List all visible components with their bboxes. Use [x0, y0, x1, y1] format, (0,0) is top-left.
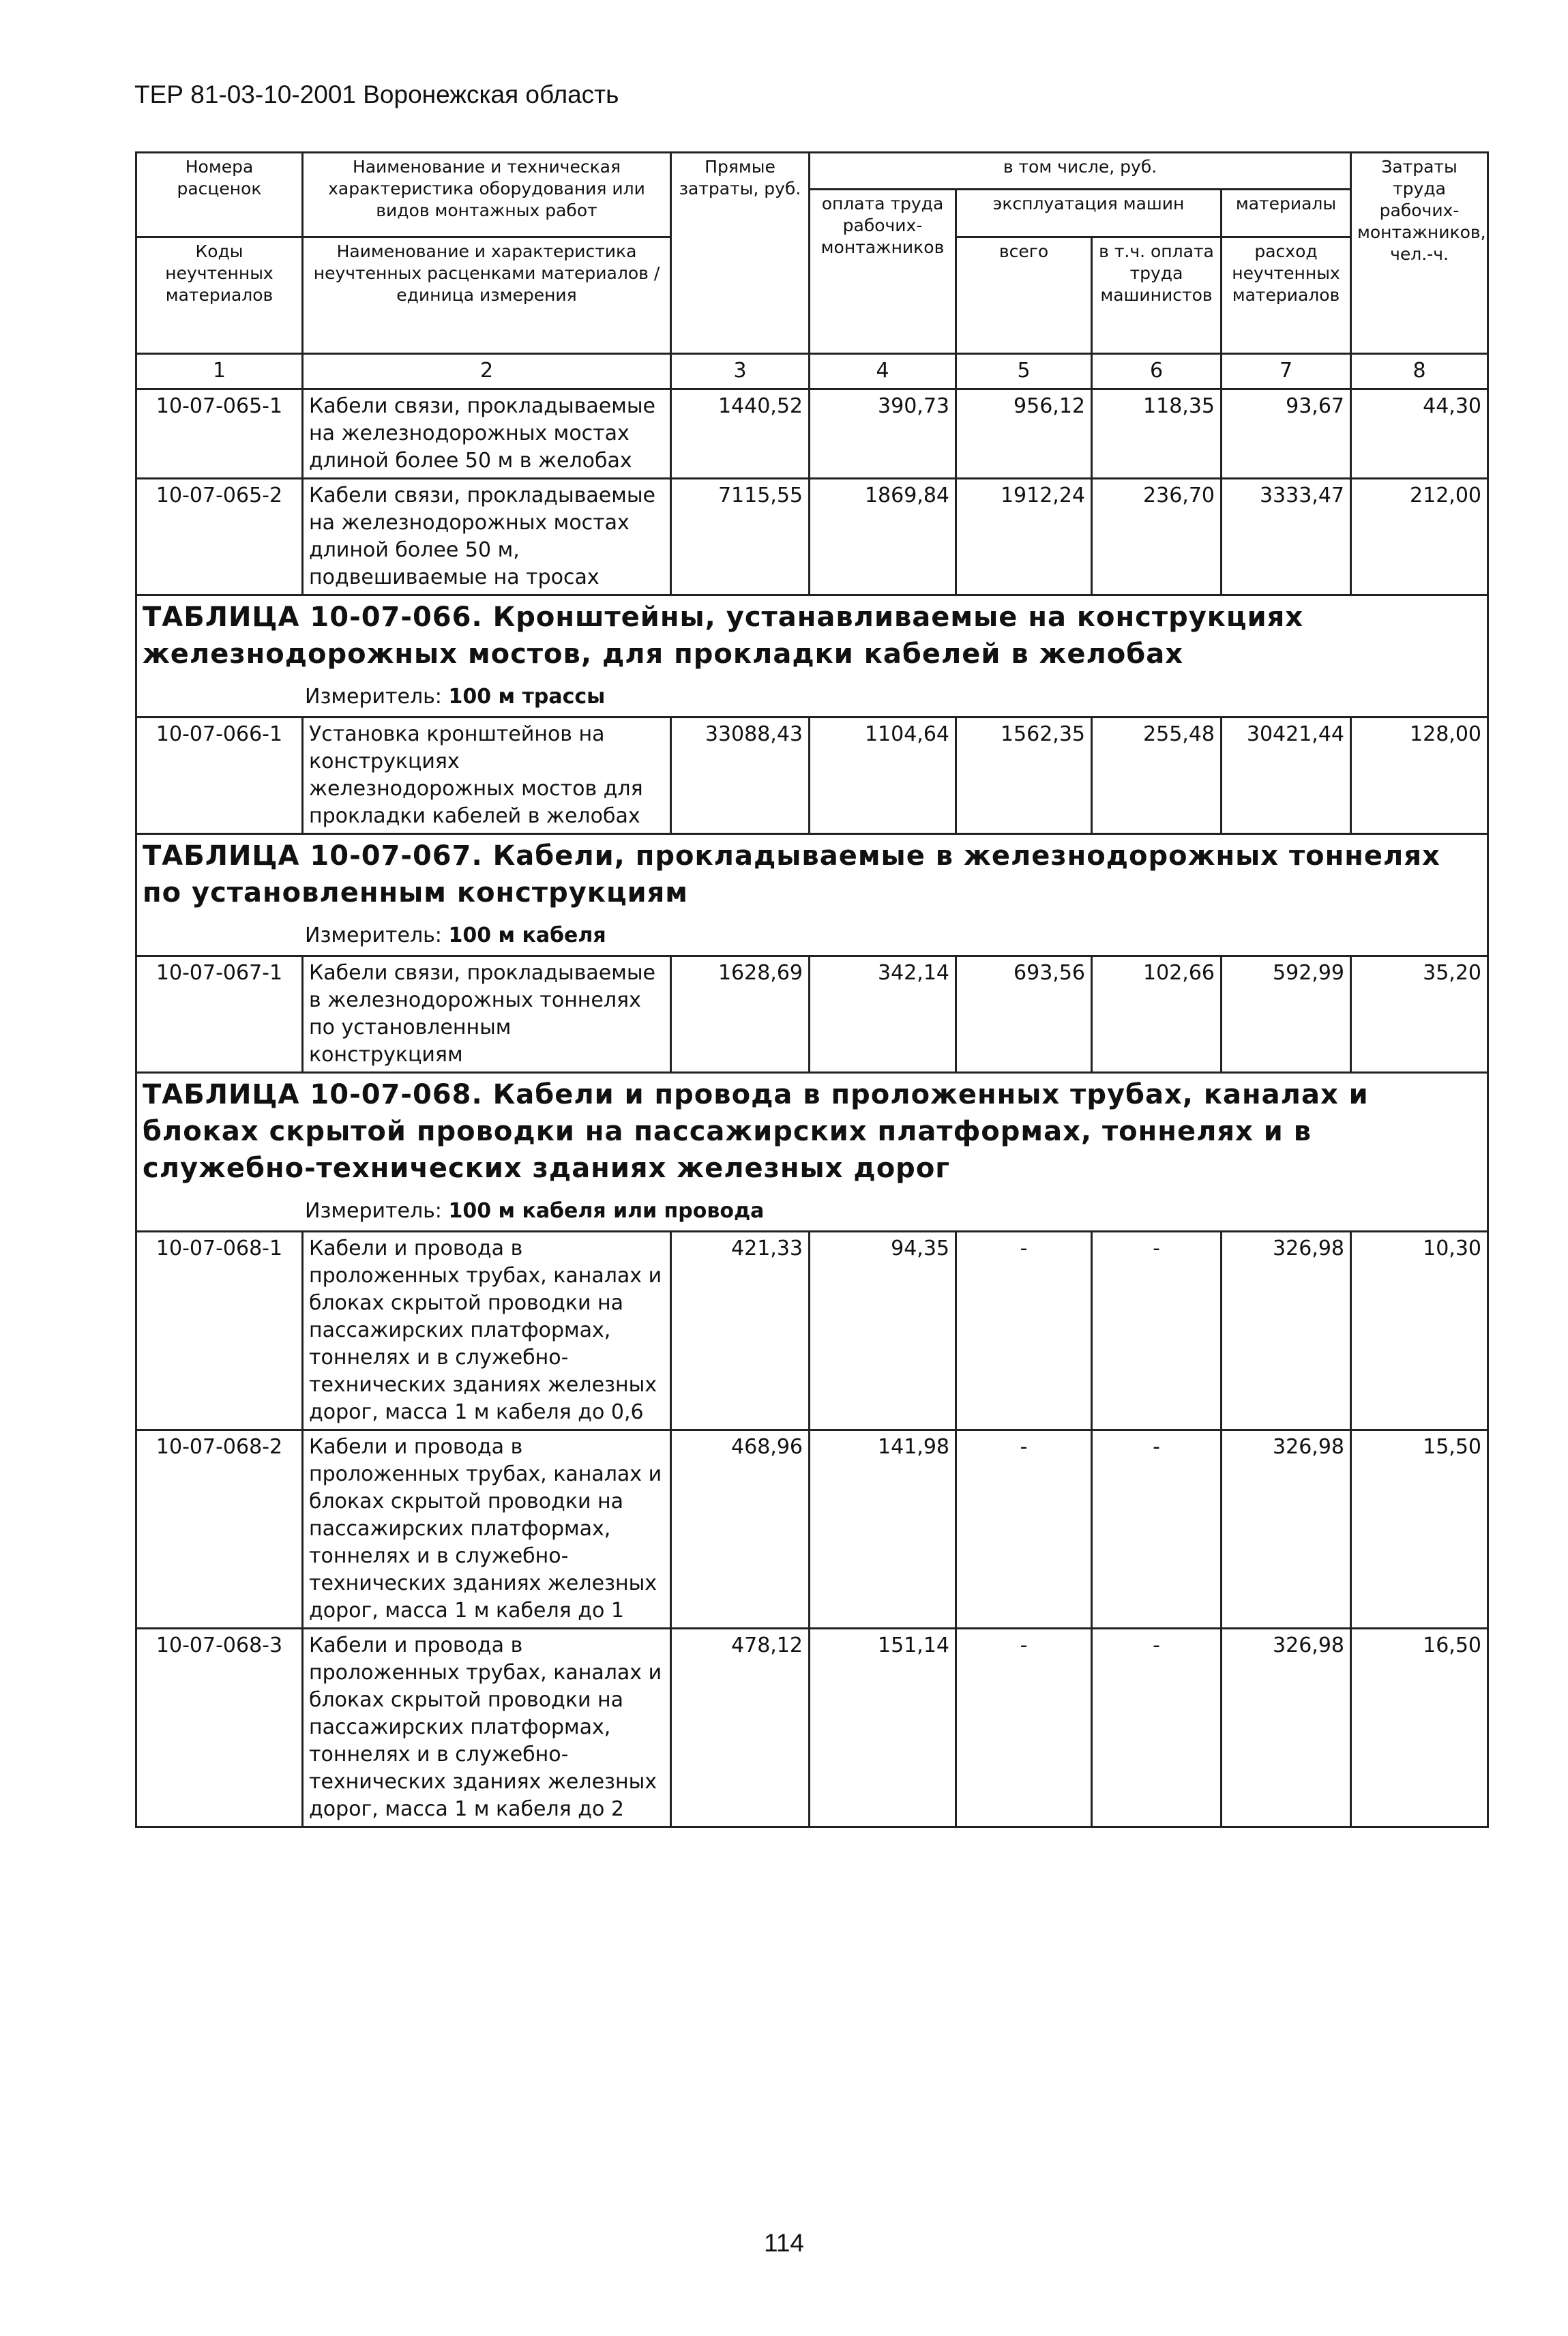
materials-consumption: 30421,44	[1222, 718, 1351, 834]
table-row	[136, 1232, 1488, 1430]
machines-total: 1912,24	[956, 479, 1092, 595]
machinists-pay: 102,66	[1092, 956, 1222, 1073]
rate-code: 10-07-066-1	[136, 718, 303, 834]
labor-pay: 342,14	[810, 956, 956, 1073]
labor-hours: 15,50	[1351, 1430, 1488, 1629]
section-title: ТАБЛИЦА 10-07-067. Кабели, прокладываемые в железнодорожных тоннелях по установленным конструкциям	[143, 840, 1440, 908]
machinists-pay: -	[1092, 1232, 1222, 1430]
section-caption-row	[136, 595, 1488, 718]
table-row	[136, 718, 1488, 834]
unit-value: 100 м кабеля	[448, 923, 606, 947]
section-unit	[143, 1187, 1481, 1228]
labor-hours: 212,00	[1351, 479, 1488, 595]
section-caption	[136, 834, 1488, 956]
materials-consumption: 326,98	[1222, 1232, 1351, 1430]
col-header-unaccounted-codes: Коды неучтенных материалов	[136, 237, 303, 354]
document-header: ТЕР 81-03-10-2001 Воронежская область	[134, 80, 619, 108]
col-header-machines-total: всего	[956, 237, 1092, 354]
direct-costs: 7115,55	[671, 479, 810, 595]
materials-consumption: 326,98	[1222, 1430, 1351, 1629]
rate-description: Кабели и провода в проложенных трубах, каналах и блоках скрытой проводки на пассажирских платформах, тоннелях и в служебно-технических зданиях железных дорог, масса 1 м кабеля до 2	[303, 1629, 671, 1827]
labor-pay: 1104,64	[810, 718, 956, 834]
labor-hours: 128,00	[1351, 718, 1488, 834]
table-row	[136, 956, 1488, 1073]
col-number: 3	[671, 354, 810, 389]
section-title: ТАБЛИЦА 10-07-066. Кронштейны, устанавливаемые на конструкциях железнодорожных мостов, для прокладки кабелей в желобах	[143, 602, 1304, 670]
direct-costs: 478,12	[671, 1629, 810, 1827]
col-header-machines: эксплуатация машин	[956, 190, 1222, 237]
machines-total: -	[956, 1629, 1092, 1827]
direct-costs: 33088,43	[671, 718, 810, 834]
unit-value: 100 м кабеля или провода	[448, 1199, 765, 1223]
rate-code: 10-07-068-3	[136, 1629, 303, 1827]
col-number: 2	[303, 354, 671, 389]
materials-consumption: 592,99	[1222, 956, 1351, 1073]
section-caption-row	[136, 834, 1488, 956]
col-number: 4	[810, 354, 956, 389]
rate-code: 10-07-068-1	[136, 1232, 303, 1430]
rate-code: 10-07-068-2	[136, 1430, 303, 1629]
page-number: 114	[764, 2229, 804, 2257]
labor-hours: 16,50	[1351, 1629, 1488, 1827]
col-header-materials: материалы	[1222, 190, 1351, 237]
table-row	[136, 479, 1488, 595]
rate-code: 10-07-065-2	[136, 479, 303, 595]
col-number: 1	[136, 354, 303, 389]
unit-value: 100 м трассы	[448, 685, 606, 709]
materials-consumption: 3333,47	[1222, 479, 1351, 595]
machinists-pay: 236,70	[1092, 479, 1222, 595]
rate-description: Кабели и провода в проложенных трубах, каналах и блоках скрытой проводки на пассажирских платформах, тоннелях и в служебно-технических зданиях железных дорог, масса 1 м кабеля до 0,6	[303, 1232, 671, 1430]
machinists-pay: 118,35	[1092, 389, 1222, 479]
table-row	[136, 1430, 1488, 1629]
table-row	[136, 1629, 1488, 1827]
unit-label: Измеритель:	[305, 685, 442, 709]
machinists-pay: -	[1092, 1629, 1222, 1827]
materials-consumption: 326,98	[1222, 1629, 1351, 1827]
col-header-unaccounted-name: Наименование и характеристика неучтенных расценками материалов / единица измерения	[303, 237, 671, 354]
machines-total: 693,56	[956, 956, 1092, 1073]
rate-code: 10-07-067-1	[136, 956, 303, 1073]
col-number: 7	[1222, 354, 1351, 389]
labor-hours: 44,30	[1351, 389, 1488, 479]
machinists-pay: -	[1092, 1430, 1222, 1629]
col-number: 6	[1092, 354, 1222, 389]
col-header-codes: Номера расценок	[136, 153, 303, 237]
direct-costs: 1628,69	[671, 956, 810, 1073]
section-caption	[136, 595, 1488, 718]
col-header-machinists-pay: в т.ч. оплата труда машинистов	[1092, 237, 1222, 354]
col-header-including: в том числе, руб.	[810, 153, 1351, 190]
col-number: 5	[956, 354, 1092, 389]
direct-costs: 421,33	[671, 1232, 810, 1430]
col-header-direct: Прямые затраты, руб.	[671, 153, 810, 354]
unit-label: Измеритель:	[305, 1199, 442, 1223]
machines-total: -	[956, 1430, 1092, 1629]
materials-consumption: 93,67	[1222, 389, 1351, 479]
unit-label: Измеритель:	[305, 923, 442, 947]
rate-description: Установка кронштейнов на конструкциях железнодорожных мостов для прокладки кабелей в желобах	[303, 718, 671, 834]
rates-table	[135, 151, 1489, 1828]
section-caption	[136, 1073, 1488, 1232]
machines-total: 956,12	[956, 389, 1092, 479]
col-header-name: Наименование и техническая характеристика оборудования или видов монтажных работ	[303, 153, 671, 237]
labor-pay: 94,35	[810, 1232, 956, 1430]
labor-pay: 141,98	[810, 1430, 956, 1629]
section-unit	[143, 672, 1481, 713]
rate-description: Кабели и провода в проложенных трубах, каналах и блоках скрытой проводки на пассажирских платформах, тоннелях и в служебно-технических зданиях железных дорог, масса 1 м кабеля до 1	[303, 1430, 671, 1629]
labor-hours: 10,30	[1351, 1232, 1488, 1430]
labor-hours: 35,20	[1351, 956, 1488, 1073]
machines-total: -	[956, 1232, 1092, 1430]
col-header-materials-consumption: расход неучтенных материалов	[1222, 237, 1351, 354]
section-title: ТАБЛИЦА 10-07-068. Кабели и провода в проложенных трубах, каналах и блоках скрытой проводки на пассажирских платформах, тоннелях и в служебно-технических зданиях железных дорог	[143, 1079, 1369, 1184]
section-unit	[143, 911, 1481, 952]
col-number: 8	[1351, 354, 1488, 389]
section-caption-row	[136, 1073, 1488, 1232]
labor-pay: 390,73	[810, 389, 956, 479]
rate-description: Кабели связи, прокладываемые в железнодорожных тоннелях по установленным конструкциям	[303, 956, 671, 1073]
col-header-labor-hours: Затраты труда рабочих-монтажников, чел.-ч.	[1351, 153, 1488, 354]
machines-total: 1562,35	[956, 718, 1092, 834]
direct-costs: 1440,52	[671, 389, 810, 479]
labor-pay: 1869,84	[810, 479, 956, 595]
direct-costs: 468,96	[671, 1430, 810, 1629]
table-row	[136, 389, 1488, 479]
rate-description: Кабели связи, прокладываемые на железнодорожных мостах длиной более 50 м в желобах	[303, 389, 671, 479]
machinists-pay: 255,48	[1092, 718, 1222, 834]
rate-code: 10-07-065-1	[136, 389, 303, 479]
rate-description: Кабели связи, прокладываемые на железнодорожных мостах длиной более 50 м, подвешиваемые на тросах	[303, 479, 671, 595]
col-header-labor-pay: оплата труда рабочих-монтажников	[810, 190, 956, 354]
labor-pay: 151,14	[810, 1629, 956, 1827]
